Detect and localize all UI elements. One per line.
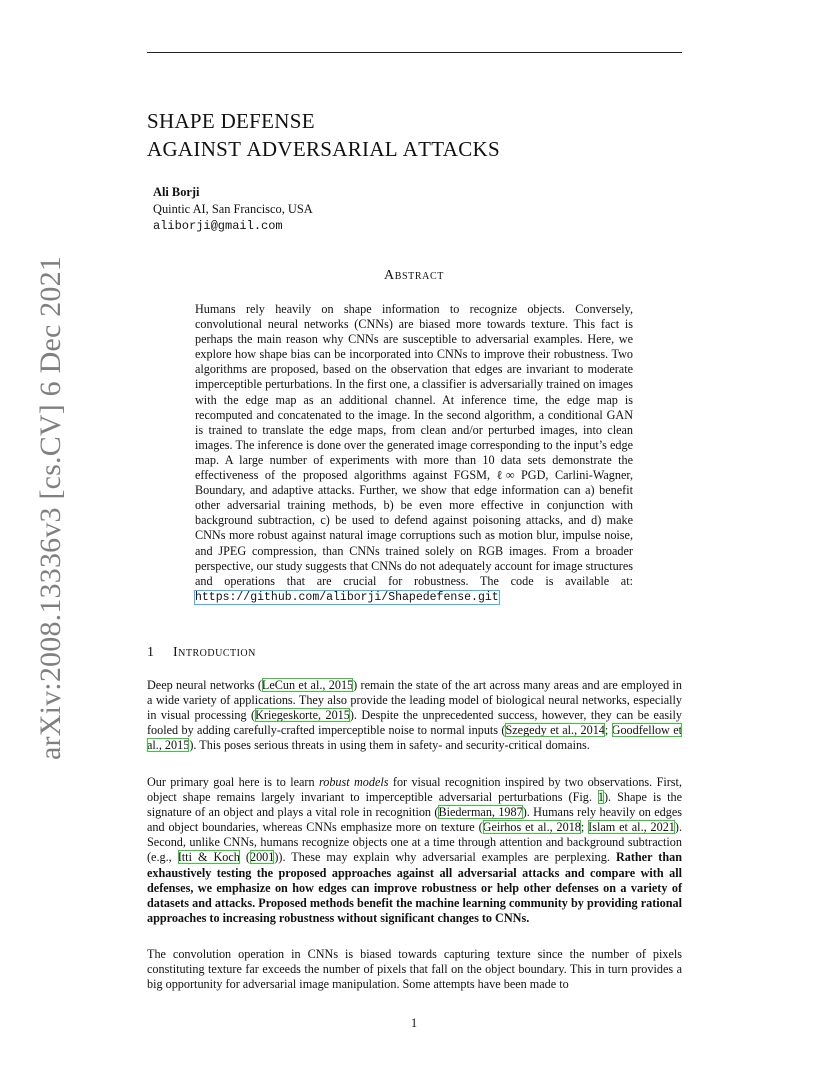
- citation-link[interactable]: Goodfellow et al., 2015: [147, 723, 683, 753]
- citation-link[interactable]: LeCun et al., 2015: [261, 678, 354, 692]
- intro-paragraph-2: Our primary goal here is to learn robust models for visual recognition inspired by two observations. First, object shape remains largely invariant to imperceptible adversarial perturbations (Fig. 1). Shape is the signature of an object and plays a vital role in recognition (Biederman, 1987). Humans rely heavily on edges and object boundaries, whereas CNNs emphasize more on texture (Geirhos et al., 2018; Islam et al., 2021). Second, unlike CNNs, humans recognize objects one at a time through attention and background subtraction (e.g., Itti & Koch (2001)). These may explain why adversarial examples are perplexing. Rather than exhaustively testing the proposed approaches against all adversarial attacks and compare with all defenses, we emphasize on how edges can improve robustness or help other defenses on a variety of datasets and attacks. Proposed methods benefit the machine learning community by providing rational approaches to increasing robustness without significant changes to CNNs.: [147, 775, 683, 925]
- citation-link[interactable]: Geirhos et al., 2018: [482, 820, 581, 835]
- intro-paragraph-3: The convolution operation in CNNs is biased towards capturing texture since the number of pixels constituting texture far exceeds the number of pixels that fall on the object boundary. This in turn provides a big opportunity for adversarial image manipulation. Some attempts have been made to: [147, 947, 682, 992]
- abstract-body: Humans rely heavily on shape information to recognize objects. Conversely, convolutional neural networks (CNNs) are biased more towards texture. This fact is perhaps the main reason why CNNs are susceptible to adversarial examples. Here, we explore how shape bias can be incorporated into CNNs to improve their robustness. Two algorithms are proposed, based on the observation that edges are invariant to moderate imperceptible perturbations. In the first one, a classifier is adversarially trained on images with the edge map as an additional channel. At inference time, the edge map is recomputed and concatenated to the image. In the second algorithm, a conditional GAN is trained to translate the edge maps, from clean and/or perturbed images, into clean images. The inference is done over the generated image corresponding to the input’s edge map. A large number of experiments with more than 10 data sets demonstrate the effectiveness of the proposed algorithms against FGSM, ℓ∞ PGD, Carlini-Wagner, Boundary, and adaptive attacks. Further, we show that edge information can a) benefit other adversarial training methods, b) be even more effective in conjunction with background subtraction, c) be used to defend against poisoning attacks, and d) make CNNs more robust against natural image corruptions such as motion blur, impulse noise, and JPEG compression, than CNNs trained solely on RGB images. From a broader perspective, our study suggests that CNNs do not adequately account for image structures and operations that are crucial for robustness. The code is available at:: [195, 302, 633, 588]
- section-title: Introduction: [173, 645, 256, 660]
- paper-title: [147, 107, 707, 163]
- citation-link[interactable]: Szegedy et al., 2014: [505, 723, 605, 738]
- citation-link[interactable]: Islam et al., 2021: [588, 820, 675, 835]
- title-line-2: AGAINST ADVERSARIAL ATTACKS: [147, 137, 500, 161]
- page-number: 1: [410, 1016, 418, 1030]
- citation-link[interactable]: Kriegeskorte, 2015: [255, 708, 350, 723]
- author-name: Ali Borji: [153, 185, 200, 199]
- citation-link[interactable]: Itti & Koch: [177, 850, 240, 865]
- intro-paragraph-1: Deep neural networks (LeCun et al., 2015) remain the state of the art across many areas and are employed in a wide variety of applications. They also provide the leading model of biological neural networks, especially in visual processing (Kriegeskorte, 2015). Despite the unprecedented success, however, they can be easily fooled by adding carefully-crafted imperceptible noise to normal inputs (Szegedy et al., 2014; Goodfellow et al., 2015). This poses serious threats in using them in safety- and security-critical domains.: [147, 678, 683, 753]
- code-url-link[interactable]: https://github.com/aliborji/Shapedefense.git: [195, 590, 499, 604]
- figure-ref-link[interactable]: 1: [597, 790, 604, 805]
- citation-link[interactable]: Biederman, 1987: [438, 805, 523, 820]
- top-rule: [147, 52, 682, 53]
- author-affiliation: Quintic AI, San Francisco, USA: [153, 202, 313, 216]
- author-email[interactable]: aliborji@gmail.com: [153, 219, 283, 233]
- title-line-1: SHAPE DEFENSE: [147, 109, 315, 133]
- section-heading: [147, 645, 256, 661]
- abstract-text: [195, 302, 633, 605]
- highlighted-statement: Rather than exhaustively testing the proposed approaches against all adversarial attacks and compare with all defenses, we emphasize on how edges can improve robustness or help other defenses on a variety of datasets and attacks. Proposed methods benefit the machine learning community by providing rational approaches to increasing robustness without significant changes to CNNs.: [147, 850, 682, 925]
- arxiv-stamp: arXiv:2008.13336v3 [cs.CV] 6 Dec 2021: [34, 256, 67, 760]
- abstract-heading: Abstract: [384, 268, 444, 283]
- citation-link[interactable]: 2001: [249, 850, 275, 865]
- section-number: 1: [147, 645, 155, 660]
- author-block: [153, 184, 313, 235]
